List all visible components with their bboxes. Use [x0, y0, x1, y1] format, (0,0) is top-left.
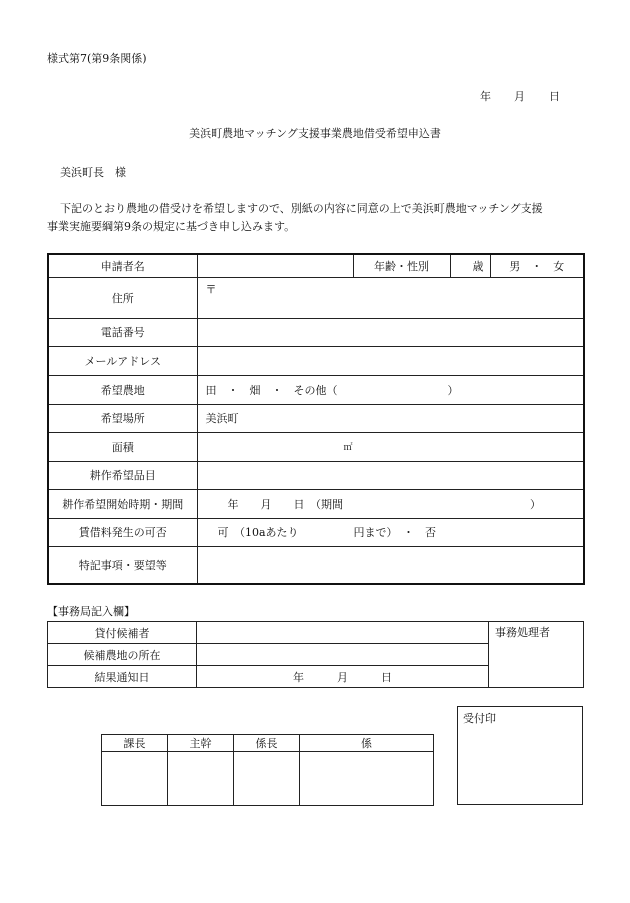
receipt-label: 受付印 — [463, 712, 496, 725]
gender-options[interactable]: 男 ・ 女 — [490, 254, 584, 277]
email-field[interactable] — [197, 346, 584, 375]
table-row — [102, 752, 434, 806]
area-label: 面積 — [48, 432, 197, 461]
handler-field[interactable] — [489, 622, 584, 688]
approval-table — [101, 734, 434, 806]
handler-label: 事務処理者 — [495, 626, 550, 639]
notice-date-field[interactable]: 年 月 日 — [197, 666, 489, 688]
body-text-line1: 下記のとおり農地の借受けを希望しますので、別紙の内容に同意の上で美浜町農地マッチング支援 — [60, 202, 543, 215]
stamp-box[interactable] — [102, 752, 168, 806]
phone-field[interactable] — [197, 318, 584, 346]
age-field[interactable] — [450, 254, 490, 277]
email-label: メールアドレス — [48, 346, 197, 375]
rent-field[interactable]: 可 （10aあたり 円まで） ・ 否 — [197, 518, 584, 546]
notes-field[interactable] — [197, 546, 584, 584]
applicant-field[interactable] — [197, 254, 353, 277]
stamp-box[interactable] — [234, 752, 300, 806]
address-field[interactable] — [197, 277, 584, 318]
date-day: 日 — [549, 90, 560, 103]
date-year: 年 — [480, 90, 491, 103]
office-section-title: 【事務局記入欄】 — [47, 605, 135, 618]
age-gender-label: 年齢・性別 — [353, 254, 450, 277]
application-table — [47, 253, 585, 585]
approval-header-sub-chief: 係長 — [234, 735, 300, 752]
table-row — [48, 489, 584, 518]
area-field[interactable] — [197, 432, 584, 461]
postal-mark: 〒 — [205, 282, 217, 296]
desired-place-field[interactable]: 美浜町 — [197, 404, 584, 432]
table-row — [102, 735, 434, 752]
document-title: 美浜町農地マッチング支援事業農地借受希望申込書 — [189, 127, 441, 140]
notice-label: 結果通知日 — [48, 666, 197, 688]
start-label: 耕作希望開始時期・期間 — [48, 489, 197, 518]
crops-label: 耕作希望品目 — [48, 461, 197, 489]
form-number: 様式第7(第9条関係) — [47, 52, 147, 65]
table-row — [48, 432, 584, 461]
approval-header-chief-officer: 主幹 — [168, 735, 234, 752]
area-unit: ㎡ — [343, 443, 353, 453]
body-text-line2: 事業実施要綱第9条の規定に基づき申し込みます。 — [47, 220, 296, 233]
office-table — [47, 621, 584, 688]
candidate-field[interactable] — [197, 622, 489, 644]
location-label: 候補農地の所在 — [48, 644, 197, 666]
approval-header-section-chief: 課長 — [102, 735, 168, 752]
table-row — [48, 622, 584, 644]
land-type-options[interactable]: 田 ・ 畑 ・ その他（ ） — [197, 375, 584, 404]
receipt-stamp-box[interactable] — [457, 706, 583, 805]
table-row — [48, 404, 584, 432]
stamp-box[interactable] — [300, 752, 434, 806]
crops-field[interactable] — [197, 461, 584, 489]
table-row — [48, 375, 584, 404]
table-row — [48, 518, 584, 546]
approval-header-staff: 係 — [300, 735, 434, 752]
table-row — [48, 461, 584, 489]
addressee: 美浜町長 様 — [60, 166, 126, 179]
notes-label: 特記事項・要望等 — [48, 546, 197, 584]
stamp-box[interactable] — [168, 752, 234, 806]
desired-land-label: 希望農地 — [48, 375, 197, 404]
start-field[interactable]: 年 月 日 （期間 ） — [197, 489, 584, 518]
table-row — [48, 277, 584, 318]
age-unit: 歳 — [472, 259, 484, 273]
location-field[interactable] — [197, 644, 489, 666]
table-row — [48, 346, 584, 375]
table-row — [48, 318, 584, 346]
phone-label: 電話番号 — [48, 318, 197, 346]
address-label: 住所 — [48, 277, 197, 318]
candidate-label: 貸付候補者 — [48, 622, 197, 644]
table-row — [48, 254, 584, 277]
rent-label: 賃借料発生の可否 — [48, 518, 197, 546]
desired-place-label: 希望場所 — [48, 404, 197, 432]
applicant-label: 申請者名 — [48, 254, 197, 277]
date-month: 月 — [514, 90, 525, 103]
table-row — [48, 546, 584, 584]
